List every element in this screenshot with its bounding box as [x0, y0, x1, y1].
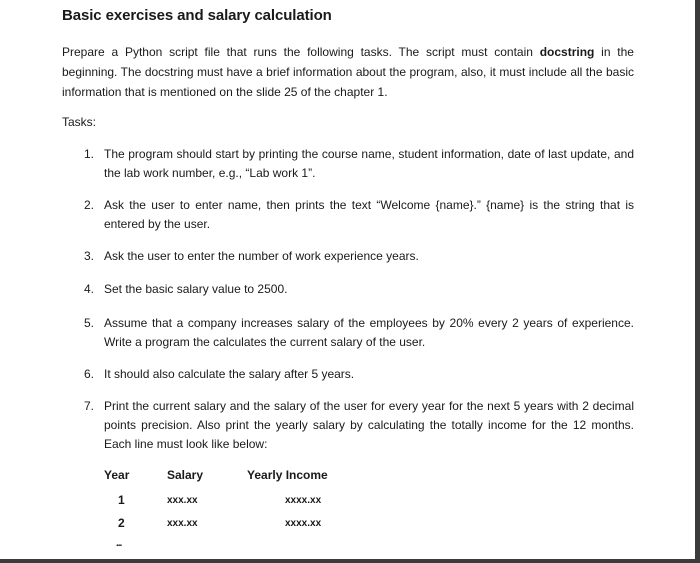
task-number: 6. [84, 367, 95, 381]
table-ellipsis: ... [116, 538, 122, 549]
page-title: Basic exercises and salary calculation [62, 7, 332, 24]
table-cell-yearly-income: xxxx.xx [285, 495, 322, 506]
tasks-label: Tasks: [62, 115, 97, 129]
table-header-yearly-income: Yearly Income [247, 468, 328, 482]
task-text: Print the current salary and the salary of the user for every year for the next 5 years with 2 decimal points precision. Also print the yearly salary by calculating the totally income for the 12 months. Each line must look like below: [104, 399, 634, 451]
task-item-2 [84, 196, 634, 234]
table-cell-year: 1 [118, 493, 125, 507]
table-header-year: Year [104, 468, 130, 482]
intro-bold-term: docstring [539, 45, 595, 59]
table-cell-salary: xxx.xx [167, 518, 198, 529]
task-text: Assume that a company increases salary of the employees by 20% every 2 years of experience. Write a program the calculates the current salary of the user. [104, 316, 634, 349]
task-number: 5. [84, 316, 95, 330]
task-item-4 [84, 280, 634, 299]
task-number: 2. [84, 198, 95, 212]
task-number: 3. [84, 249, 95, 263]
table-cell-year: 2 [118, 516, 125, 530]
task-text: Ask the user to enter name, then prints the text “Welcome {name}.” {name} is the string that is entered by the user. [104, 198, 634, 231]
task-item-7 [84, 397, 634, 454]
table-cell-salary: xxx.xx [167, 495, 198, 506]
task-number: 1. [84, 147, 95, 161]
task-number: 4. [84, 282, 95, 296]
task-number: 7. [84, 399, 95, 413]
task-text: The program should start by printing the course name, student information, date of last update, and the lab work number, e.g., “Lab work 1”. [104, 147, 634, 180]
intro-text-end: in the beginning. The docstring must have a brief information about the program, also, it must include all the basic information that is mentioned on the slide 25 of the chapter 1. [62, 45, 634, 99]
table-cell-yearly-income: xxxx.xx [285, 518, 322, 529]
intro-text-start: Prepare a Python script file that runs the following tasks. The script must contain [62, 45, 540, 59]
task-text: Ask the user to enter the number of work experience years. [104, 249, 419, 263]
task-item-5 [84, 314, 634, 352]
task-item-3 [84, 247, 634, 266]
task-text: It should also calculate the salary after 5 years. [104, 367, 355, 381]
task-item-6 [84, 365, 634, 384]
task-text: Set the basic salary value to 2500. [104, 282, 288, 296]
task-item-1 [84, 145, 634, 183]
table-header-salary: Salary [167, 468, 204, 482]
intro-paragraph [62, 42, 634, 102]
